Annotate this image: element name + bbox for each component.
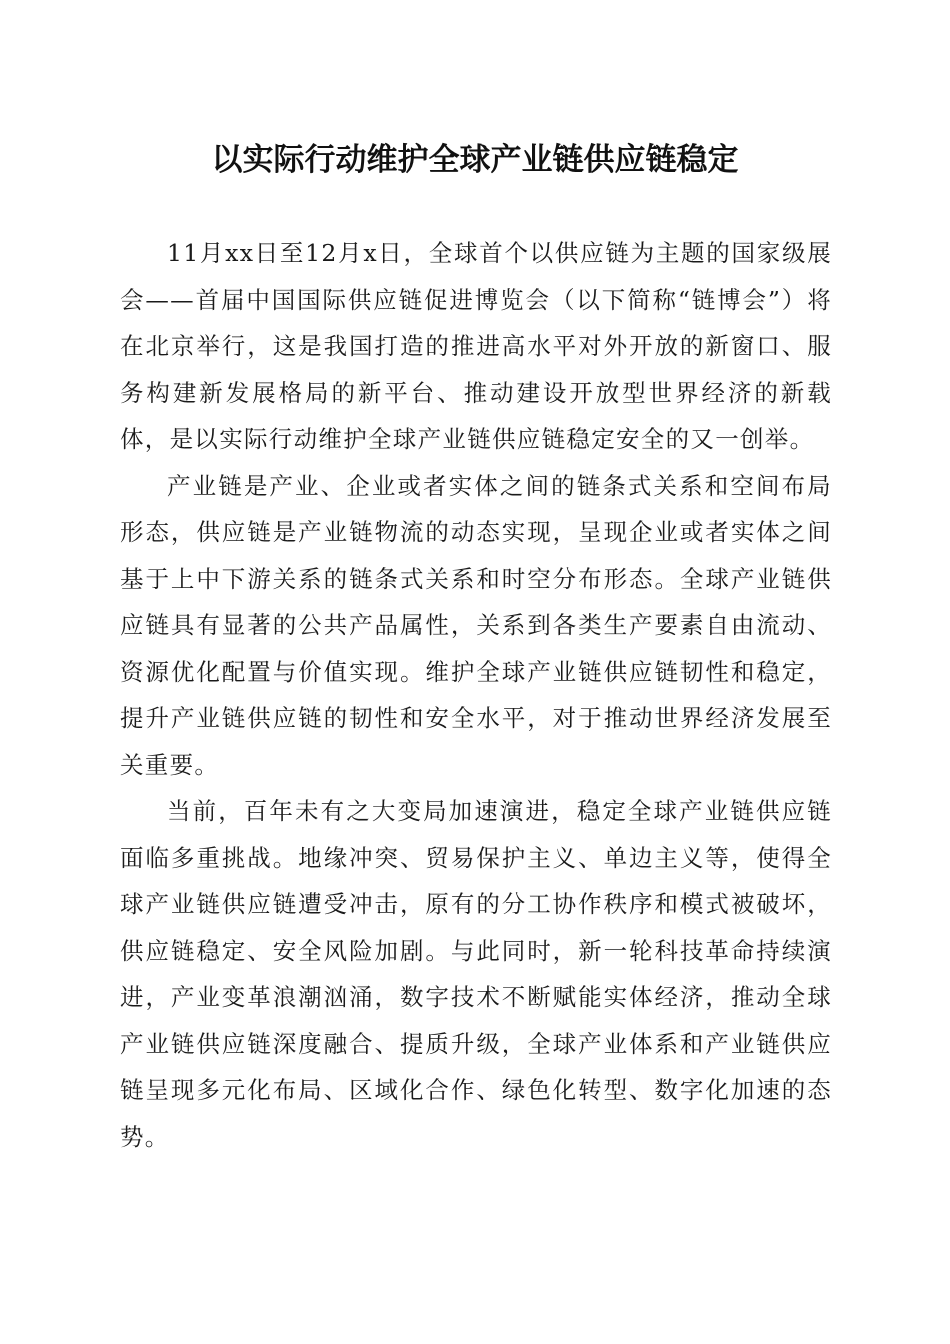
document-body xyxy=(120,230,832,1160)
paragraph-1: 11月xx日至12月x日，全球首个以供应链为主题的国家级展会——首届中国国际供应链促进博览会（以下简称“链博会”）将在北京举行，这是我国打造的推进高水平对外开放的新窗口、服务构建新发展格局的新平台、推动建设开放型世界经济的新载体，是以实际行动维护全球产业链供应链稳定安全的又一创举。 xyxy=(120,239,832,453)
paragraph-2: 产业链是产业、企业或者实体之间的链条式关系和空间布局形态，供应链是产业链物流的动态实现，呈现企业或者实体之间基于上中下游关系的链条式关系和时空分布形态。全球产业链供应链具有显著的公共产品属性，关系到各类生产要素自由流动、资源优化配置与价值实现。维护全球产业链供应链韧性和稳定，提升产业链供应链的韧性和安全水平，对于推动世界经济发展至关重要。 xyxy=(120,471,832,779)
document-title: 以实际行动维护全球产业链供应链稳定 xyxy=(211,142,739,178)
paragraph-3: 当前，百年未有之大变局加速演进，稳定全球产业链供应链面临多重挑战。地缘冲突、贸易保护主义、单边主义等，使得全球产业链供应链遭受冲击，原有的分工协作秩序和模式被破坏，供应链稳定、安全风险加剧。与此同时，新一轮科技革命持续演进，产业变革浪潮汹涌，数字技术不断赋能实体经济，推动全球产业链供应链深度融合、提质升级，全球产业体系和产业链供应链呈现多元化布局、区域化合作、绿色化转型、数字化加速的态势。 xyxy=(120,797,832,1151)
